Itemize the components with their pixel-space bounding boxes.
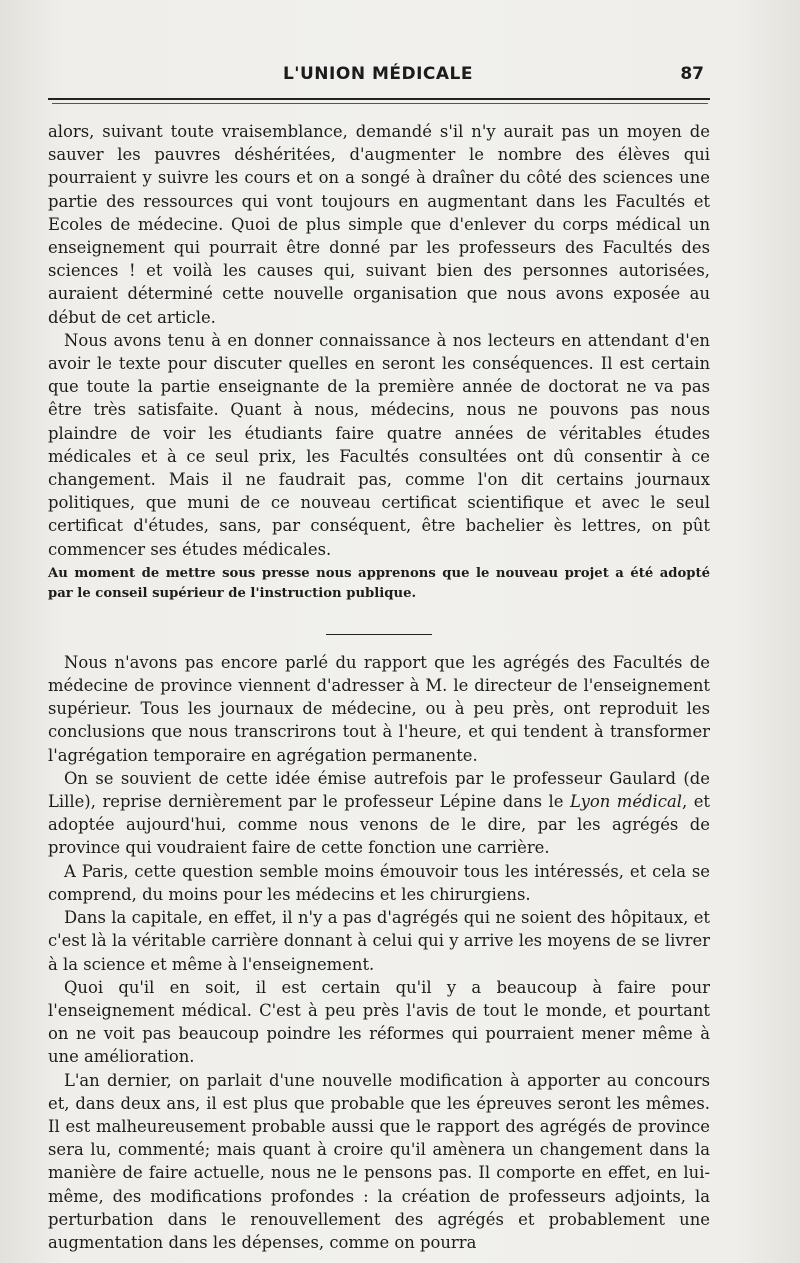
article-body [48, 120, 710, 1254]
paragraph-gaulard-end: , et adoptée aujourd'hui, comme nous venons de le dire, par les agrégés de province qui voudraient faire de cette fonction une carrière. [48, 792, 710, 858]
press-note: Au moment de mettre sous presse nous apprenons que le nouveau projet a été adopté par le conseil supérieur de l'instruction publique. [48, 565, 710, 601]
page-header [48, 64, 708, 92]
section-separator [326, 634, 432, 635]
header-rule-thin [52, 103, 708, 104]
paragraph-rapport: Nous n'avons pas encore parlé du rapport que les agrégés des Facultés de médecine de province viennent d'adresser à M. le directeur de l'enseignement supérieur. Tous les journaux de médecine, ou à peu près, ont reproduit les conclusions que nous transcrirons tout à l'heure, et qui tendent à transformer l'agrégation temporaire en agrégation permanente. [48, 652, 710, 765]
paragraph-paris: A Paris, cette question semble moins émouvoir tous les intéressés, et cela se comprend, du moins pour les médecins et les chirurgiens. [48, 861, 710, 904]
journal-title: Lyon médical [569, 792, 682, 812]
running-title: L'UNION MÉDICALE [282, 64, 474, 84]
paragraph-an-dernier: L'an dernier, on parlait d'une nouvelle modification à apporter au concours et, dans deux ans, il est plus que probable que les épreuves seront les mêmes. Il est malheureusement probable aussi que le rapport des agrégés de province sera lu, commenté; mais quant à croire qu'il amènera un changement dans la manière de faire actuelle, nous ne le pensons pas. Il comporte en effet, en lui-même, des modifications profondes : la création de professeurs adjoints, la perturbation dans le renouvellement des agrégés et probablement une augmentation dans les dépenses, comme on pourra [48, 1070, 710, 1252]
paragraph-capitale: Dans la capitale, en effet, il n'y a pas d'agrégés qui ne soient des hôpitaux, et c'est là la véritable carrière donnant à celui qui y arrive les moyens de se livrer à la science et même à l'enseignement. [48, 908, 710, 974]
page-number: 87 [680, 64, 704, 84]
paragraph-quoi: Quoi qu'il en soit, il est certain qu'il y a beaucoup à faire pour l'enseignement médical. C'est à peu près l'avis de tout le monde, et pourtant on ne voit pas beaucoup poindre les réformes qui pourraient mener même à une amélioration. [48, 977, 710, 1067]
paragraph-gaulard [48, 767, 710, 860]
header-rule [48, 98, 710, 100]
paragraph-gaulard-start: On se souvient de cette idée émise autrefois par le professeur Gaulard (de Lille), reprise dernièrement par le professeur Lépine dans le [48, 768, 710, 812]
paragraph-intro: alors, suivant toute vraisemblance, demandé s'il n'y aurait pas un moyen de sauver les pauvres déshéritées, d'augmenter le nombre des élèves qui pourraient y suivre les cours et on a songé à draîner du côté des sciences une partie des ressources qui vont toujours en augmentant dans les Facultés et Ecoles de médecine. Quoi de plus simple que d'enlever du corps médical un enseignement qui pourrait être donné par les professeurs des Facultés des sciences ! et voilà les causes qui, suivant bien des personnes autorisées, auraient déterminé cette nouvelle organisation que nous avons exposée au début de cet article. [48, 122, 710, 327]
paragraph-connaissance: Nous avons tenu à en donner connaissance à nos lecteurs en attendant d'en avoir le texte pour discuter quelles en seront les conséquences. Il est certain que toute la partie enseignante de la première année de doctorat ne va pas être très satisfaite. Quant à nous, médecins, nous ne pouvons pas nous plaindre de voir les étudiants faire quatre années de véritables études médicales et à ce seul prix, les Facultés consultées ont dû consentir à ce changement. Mais il ne faudrait pas, comme l'on dit certains journaux politiques, que muni de ce nouveau certificat scientifique et avec le seul certificat d'études, sans, par conséquent, être bachelier ès lettres, on pût commencer ses études médicales. [48, 330, 710, 559]
